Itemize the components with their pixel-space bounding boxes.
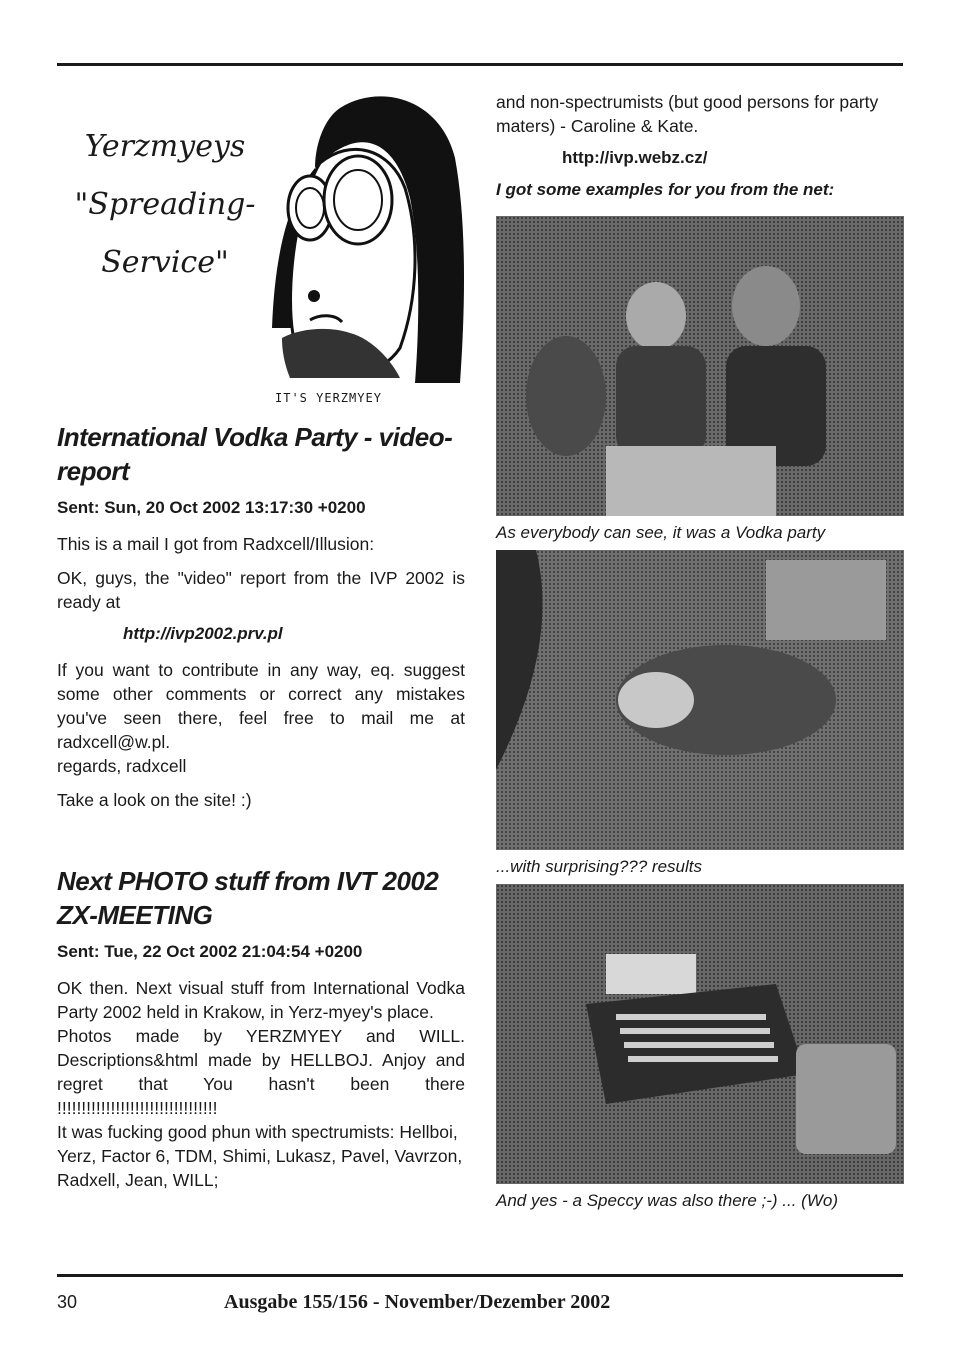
article1-p3b: regards, radxcell [57, 756, 187, 776]
photo-1-caption: As everybody can see, it was a Vodka party [496, 523, 826, 542]
top-rule [57, 63, 903, 66]
article1-p2: OK, guys, the "video" report from the IVP 2002 is ready at [57, 568, 465, 612]
article1-url: http://ivp2002.prv.pl [123, 624, 283, 643]
article1-p1: This is a mail I got from Radxcell/Illusion: [57, 534, 375, 554]
issue-footer: Ausgabe 155/156 - November/Dezember 2002 [224, 1291, 611, 1313]
photo-3-caption: And yes - a Speccy was also there ;-) ... (Wo) [496, 1191, 839, 1210]
article2-title: Next PHOTO stuff from IVT 2002 ZX-MEETING [57, 866, 439, 930]
bottom-rule [57, 1274, 903, 1277]
right-intro: I got some examples for you from the net: [496, 180, 835, 199]
script-title-line-2: "Spreading- [74, 187, 256, 222]
article2-sent: Sent: Tue, 22 Oct 2002 21:04:54 +0200 [57, 942, 363, 961]
article1-sent: Sent: Sun, 20 Oct 2002 13:17:30 +0200 [57, 498, 366, 517]
article2-p3: It was fucking good phun with spectrumists: Hellboi, Yerz, Factor 6, TDM, Shimi, Lukasz, Pavel, Vavrzon, Radxell, Jean, WILL; [57, 1122, 463, 1190]
article2-p2: Photos made by YERZMYEY and WILL. Descriptions&html made by HELLBOJ. Anjoy and regret that You hasn't been there !!!!!!!!!!!!!!!!!!!!!!!!!!!!!!!!! [57, 1026, 465, 1118]
script-title-line-3: Service" [101, 245, 229, 280]
left-column [57, 420, 465, 1202]
party-photo-3 [496, 884, 904, 1184]
right-column [496, 90, 904, 1212]
article1-p3: If you want to contribute in any way, eq. suggest some other comments or correct any mistakes you've seen there, feel free to mail me at radxcell@w.pl. [57, 660, 465, 752]
party-photo-1 [496, 216, 904, 516]
right-p1: and non-spectrumists (but good persons for party maters) - Caroline & Kate. [496, 92, 879, 136]
portrait-caption: IT'S YERZMYEY [275, 391, 382, 405]
article2-p1: OK then. Next visual stuff from International Vodka Party 2002 held in Krakow, in Yerz-myey's place. [57, 978, 465, 1022]
article1-title: International Vodka Party - video-report [57, 422, 453, 486]
right-url: http://ivp.webz.cz/ [562, 148, 708, 167]
article1-p4: Take a look on the site! :) [57, 790, 252, 810]
header-script-title [60, 118, 270, 292]
page-number: 30 [57, 1292, 78, 1312]
yerzmyey-portrait-image [270, 88, 466, 388]
party-photo-2 [496, 550, 904, 850]
photo-2-caption: ...with surprising??? results [496, 857, 702, 876]
script-title-line-1: Yerzmyeys [84, 129, 246, 164]
